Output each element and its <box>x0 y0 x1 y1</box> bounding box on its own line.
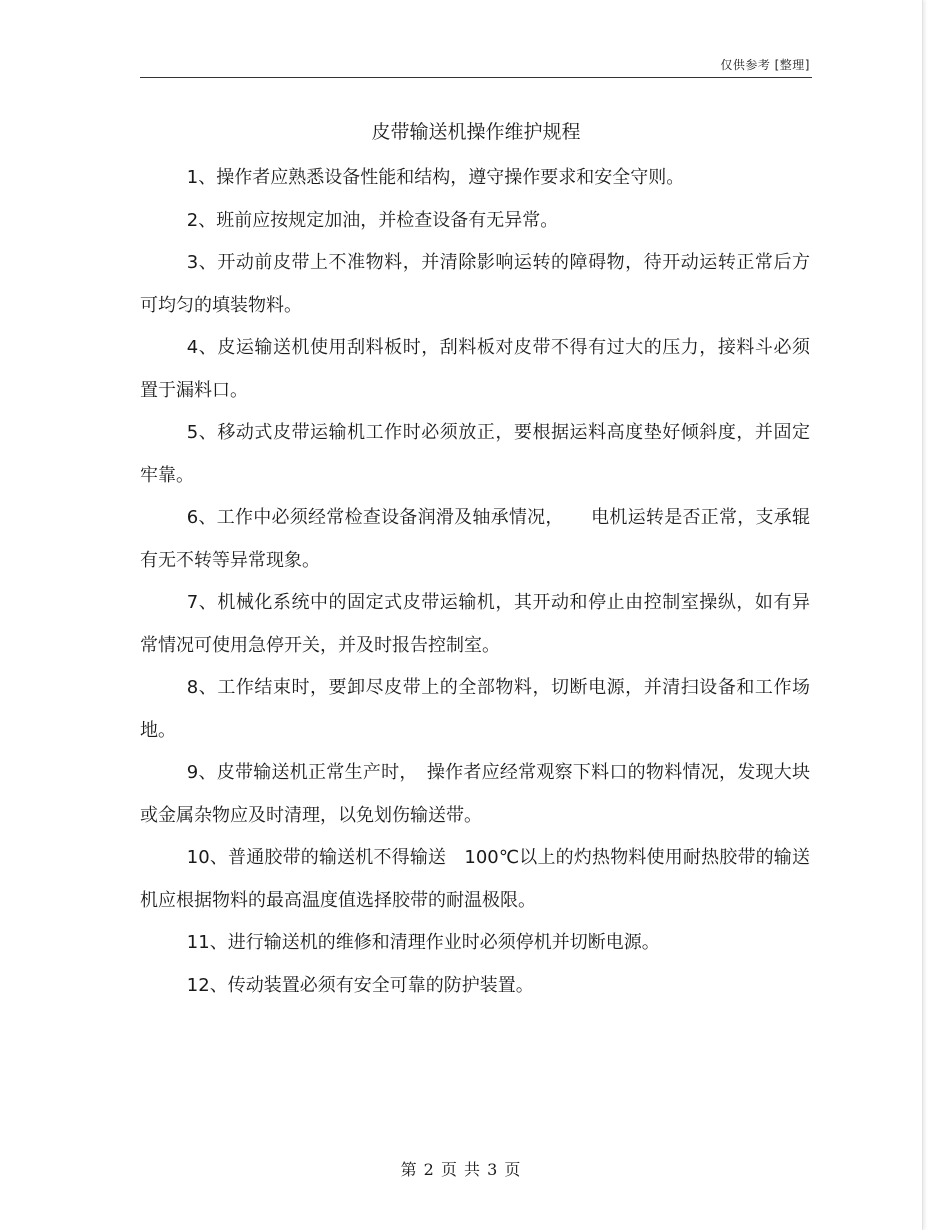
rule-item-12: 12、传动装置必须有安全可靠的防护装置。 <box>186 974 534 996</box>
rule-item-2: 2、班前应按规定加油，并检查设备有无异常。 <box>186 209 559 231</box>
header-note: 仅供参考 [整理] <box>720 58 810 72</box>
rule-item-8: 8、工作结束时，要卸尽皮带上的全部物料，切断电源，并清扫设备和工作场地。 <box>140 677 810 741</box>
rule-item-3: 3、开动前皮带上不准物料，并清除影响运转的障碍物，待开动运转正常后方可均匀的填装物料。 <box>140 252 810 316</box>
rule-item-10: 10、普通胶带的输送机不得输送 100℃以上的灼热物料使用耐热胶带的输送机应根据物料的最高温度值选择胶带的耐温极限。 <box>140 847 810 911</box>
rule-item-1: 1、操作者应熟悉设备性能和结构，遵守操作要求和安全守则。 <box>186 167 685 188</box>
rule-item-7: 7、机械化系统中的固定式皮带运输机，其开动和停止由控制室操纵，如有异常情况可使用急停开关，并及时报告控制室。 <box>140 592 810 656</box>
rule-item-4: 4、皮运输送机使用刮料板时，刮料板对皮带不得有过大的压力，接料斗必须置于漏料口。 <box>140 337 810 401</box>
rule-item-9: 9、皮带输送机正常生产时， 操作者应经常观察下料口的物料情况，发现大块或金属杂物应及时清理，以免划伤输送带。 <box>140 762 810 826</box>
rule-item-5: 5、移动式皮带运输机工作时必须放正，要根据运料高度垫好倾斜度，并固定牢靠。 <box>140 422 810 486</box>
header-divider <box>140 77 812 78</box>
page-number-footer: 第 2 页 共 3 页 <box>400 1160 522 1179</box>
document-title: 皮带输送机操作维护规程 <box>371 121 581 143</box>
rule-item-6: 6、工作中必须经常检查设备润滑及轴承情况， 电机运转是否正常，支承辊有无不转等异常现象。 <box>140 507 810 571</box>
rule-item-11: 11、进行输送机的维修和清理作业时必须停机并切断电源。 <box>186 932 660 953</box>
document-body <box>140 157 810 1007</box>
